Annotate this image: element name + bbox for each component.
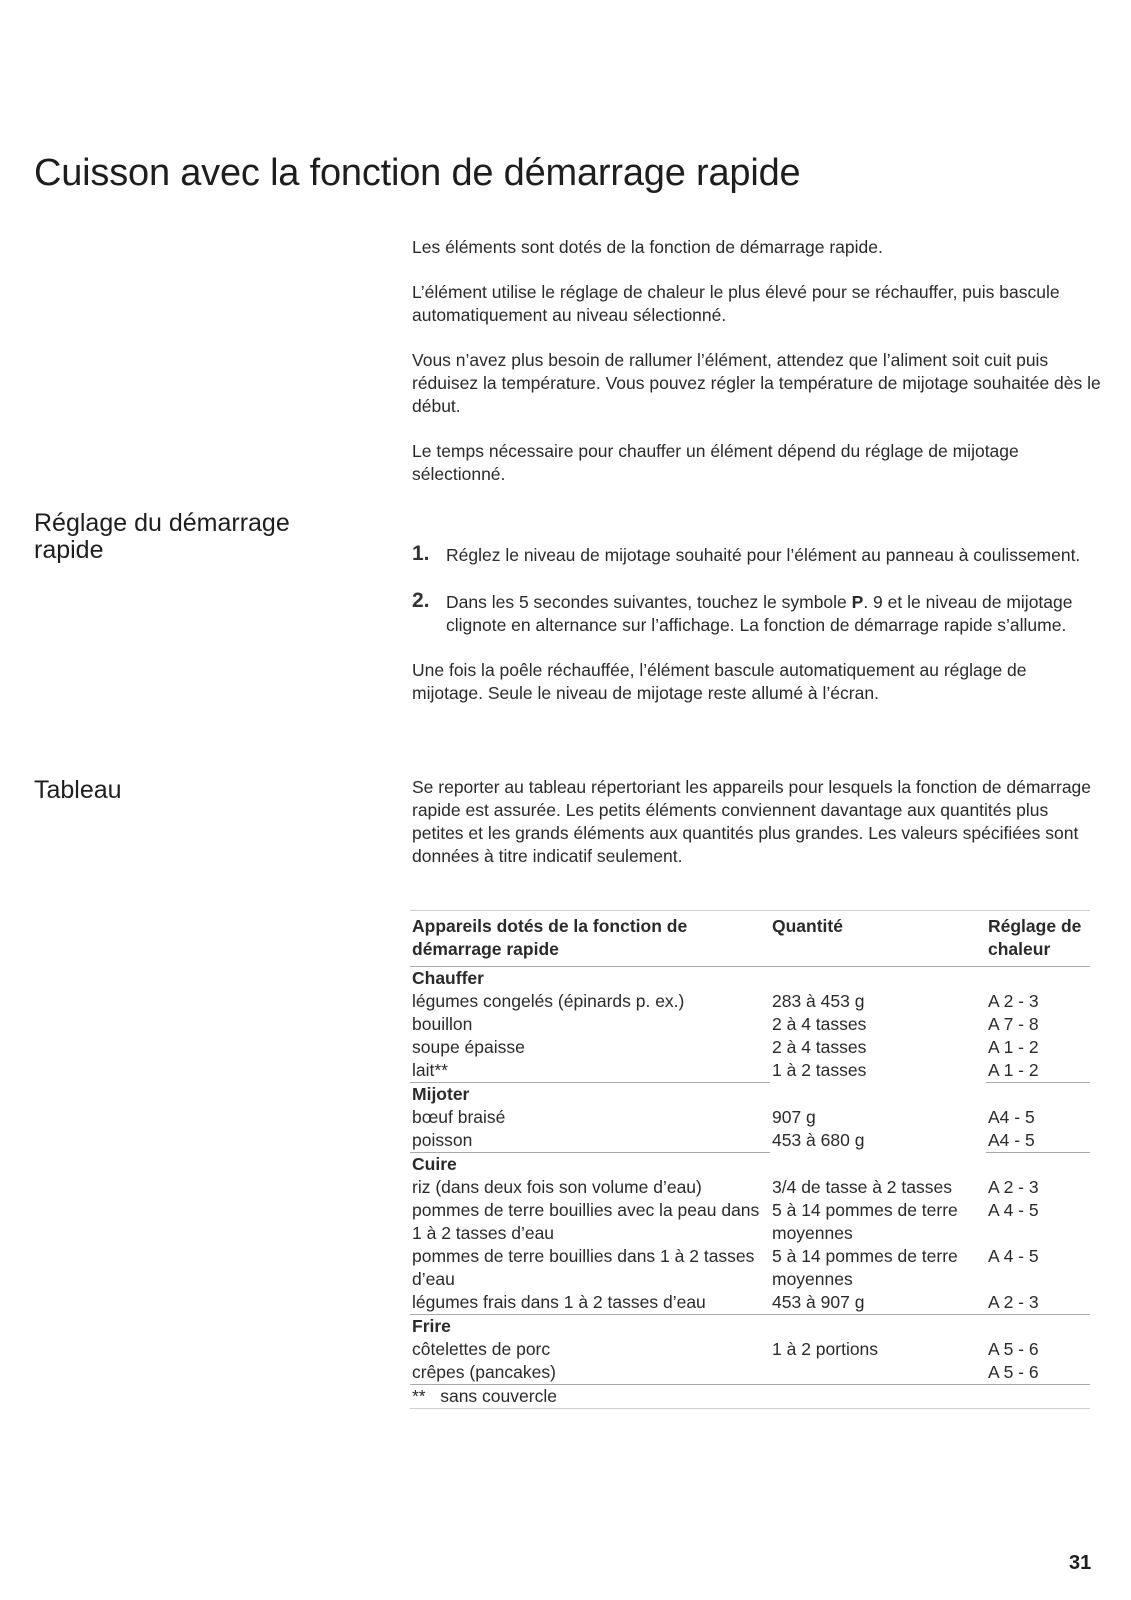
table-group-row: [410, 967, 1090, 991]
table-group-row: [410, 1153, 1090, 1177]
table-cell: A 2 - 3: [988, 1177, 1039, 1197]
table-cell: 5 à 14 pommes de terre moyennes: [772, 1200, 958, 1243]
intro-text: [412, 236, 1102, 486]
table-cell: A 4 - 5: [988, 1246, 1039, 1266]
table-cell: 453 à 680 g: [772, 1130, 865, 1150]
reglage-steps: [412, 544, 1102, 705]
table-cell: 3/4 de tasse à 2 tasses: [772, 1177, 952, 1197]
table-cell: riz (dans deux fois son volume d’eau): [412, 1177, 702, 1197]
table-cell: A 5 - 6: [988, 1339, 1039, 1359]
table-cell: A 2 - 3: [986, 1291, 1090, 1315]
section-heading-reglage: Réglage du démarrage rapide: [34, 509, 290, 564]
table-row: [410, 1013, 1090, 1036]
quick-start-table: [410, 910, 1090, 1409]
table-cell: A4 - 5: [986, 1129, 1090, 1153]
table-row: [410, 1129, 1090, 1153]
table-cell: 1 à 2 portions: [772, 1339, 879, 1359]
table-cell: côtelettes de porc: [412, 1339, 551, 1359]
step-number: 1.: [412, 542, 430, 565]
table-header-cell: Réglage de chaleur: [988, 916, 1082, 959]
table-cell: A4 - 5: [988, 1107, 1035, 1127]
table-row: [410, 1059, 1090, 1083]
step-text-part: Dans les 5 secondes suivantes, touchez le symbole: [446, 592, 852, 612]
table-cell: légumes frais dans 1 à 2 tasses d’eau: [410, 1291, 770, 1315]
table-cell: A 7 - 8: [988, 1014, 1039, 1034]
section-heading-tableau: Tableau: [34, 776, 122, 804]
page-number: 31: [1069, 1552, 1092, 1574]
table-cell: A 2 - 3: [988, 991, 1039, 1011]
table-group-row: [410, 1083, 1090, 1107]
table-cell: soupe épaisse: [412, 1037, 525, 1057]
table-cell: pommes de terre bouillies dans 1 à 2 tasses d’eau: [412, 1246, 755, 1289]
intro-paragraph: L’élément utilise le réglage de chaleur le plus élevé pour se réchauffer, puis bascule automatiquement au niveau sélectionné.: [412, 282, 1060, 325]
table-cell: lait**: [410, 1059, 770, 1083]
table-group-name: Mijoter: [412, 1084, 470, 1104]
footnote-text: sans couvercle: [440, 1386, 557, 1406]
step-number: 2.: [412, 589, 430, 612]
table-cell: A 5 - 6: [986, 1361, 1090, 1385]
table-cell: A 1 - 2: [986, 1059, 1090, 1083]
step-text-part: . 9 et le niveau de mijotage clignote en alternance sur l’affichage. La fonction de démarrage rapide s’allume.: [446, 592, 1073, 635]
intro-paragraph: Les éléments sont dotés de la fonction de démarrage rapide.: [412, 237, 883, 257]
p-symbol: P: [851, 592, 864, 612]
step-item: [412, 591, 1102, 637]
table-header-cell: Quantité: [772, 916, 843, 936]
page-title: Cuisson avec la fonction de démarrage rapide: [34, 152, 801, 194]
table-cell: 453 à 907 g: [770, 1291, 986, 1315]
table-row: [410, 1291, 1090, 1315]
table-cell: A 1 - 2: [988, 1037, 1039, 1057]
table-cell: bœuf braisé: [412, 1107, 506, 1127]
table-row: [410, 1106, 1090, 1129]
table-row: [410, 1176, 1090, 1199]
table-group-name: Chauffer: [412, 968, 484, 988]
table-cell: A 4 - 5: [988, 1200, 1039, 1220]
table-header-cell: Appareils dotés de la fonction de démarrage rapide: [412, 916, 688, 959]
tableau-paragraph: Se reporter au tableau répertoriant les appareils pour lesquels la fonction de démarrage rapide est assurée. Les petits éléments conviennent davantage aux quantités plus petites et les grands éléments aux quantités plus grandes. Les valeurs spécifiées sont données à titre indicatif seulement.: [412, 777, 1092, 866]
table-cell: poisson: [410, 1129, 770, 1153]
table-cell: bouillon: [412, 1014, 473, 1034]
table-cell: [770, 1361, 986, 1385]
intro-paragraph: Vous n’avez plus besoin de rallumer l’élément, attendez que l’aliment soit cuit puis réduisez la température. Vous pouvez régler la température de mijotage souhaitée dès le début.: [412, 350, 1101, 416]
table-footnote-row: [410, 1385, 1090, 1409]
table-group-name: Frire: [412, 1316, 451, 1336]
table-row: [410, 1199, 1090, 1245]
reglage-after-text: Une fois la poêle réchauffée, l’élément bascule automatiquement au réglage de mijotage. Seule le niveau de mijotage reste allumé à l’écran.: [412, 660, 1027, 703]
step-text: [446, 591, 1102, 637]
table-row: [410, 1361, 1090, 1385]
table-cell: 907 g: [772, 1107, 816, 1127]
table-row: [410, 990, 1090, 1013]
step-item: [412, 544, 1102, 567]
table-cell: pommes de terre bouillies avec la peau dans 1 à 2 tasses d’eau: [412, 1200, 760, 1243]
table-cell: 5 à 14 pommes de terre moyennes: [772, 1246, 958, 1289]
step-text: Réglez le niveau de mijotage souhaité pour l’élément au panneau à coulissement.: [446, 545, 1081, 565]
table-header-row: [410, 911, 1090, 967]
table-cell: 1 à 2 tasses: [772, 1060, 867, 1080]
table-row: [410, 1338, 1090, 1361]
table-cell: légumes congelés (épinards p. ex.): [412, 991, 685, 1011]
table-row: [410, 1036, 1090, 1059]
table-cell: 283 à 453 g: [772, 991, 865, 1011]
table-cell: crêpes (pancakes): [410, 1361, 770, 1385]
footnote-mark: **: [412, 1386, 426, 1406]
table-group-name: Cuire: [412, 1154, 457, 1174]
intro-paragraph: Le temps nécessaire pour chauffer un élément dépend du réglage de mijotage sélectionné.: [412, 441, 1019, 484]
table-footnote: [410, 1385, 1090, 1409]
table-cell: 2 à 4 tasses: [772, 1037, 867, 1057]
tableau-text: [412, 776, 1102, 868]
table-cell: 2 à 4 tasses: [772, 1014, 867, 1034]
table-group-row: [410, 1315, 1090, 1339]
table-row: [410, 1245, 1090, 1291]
